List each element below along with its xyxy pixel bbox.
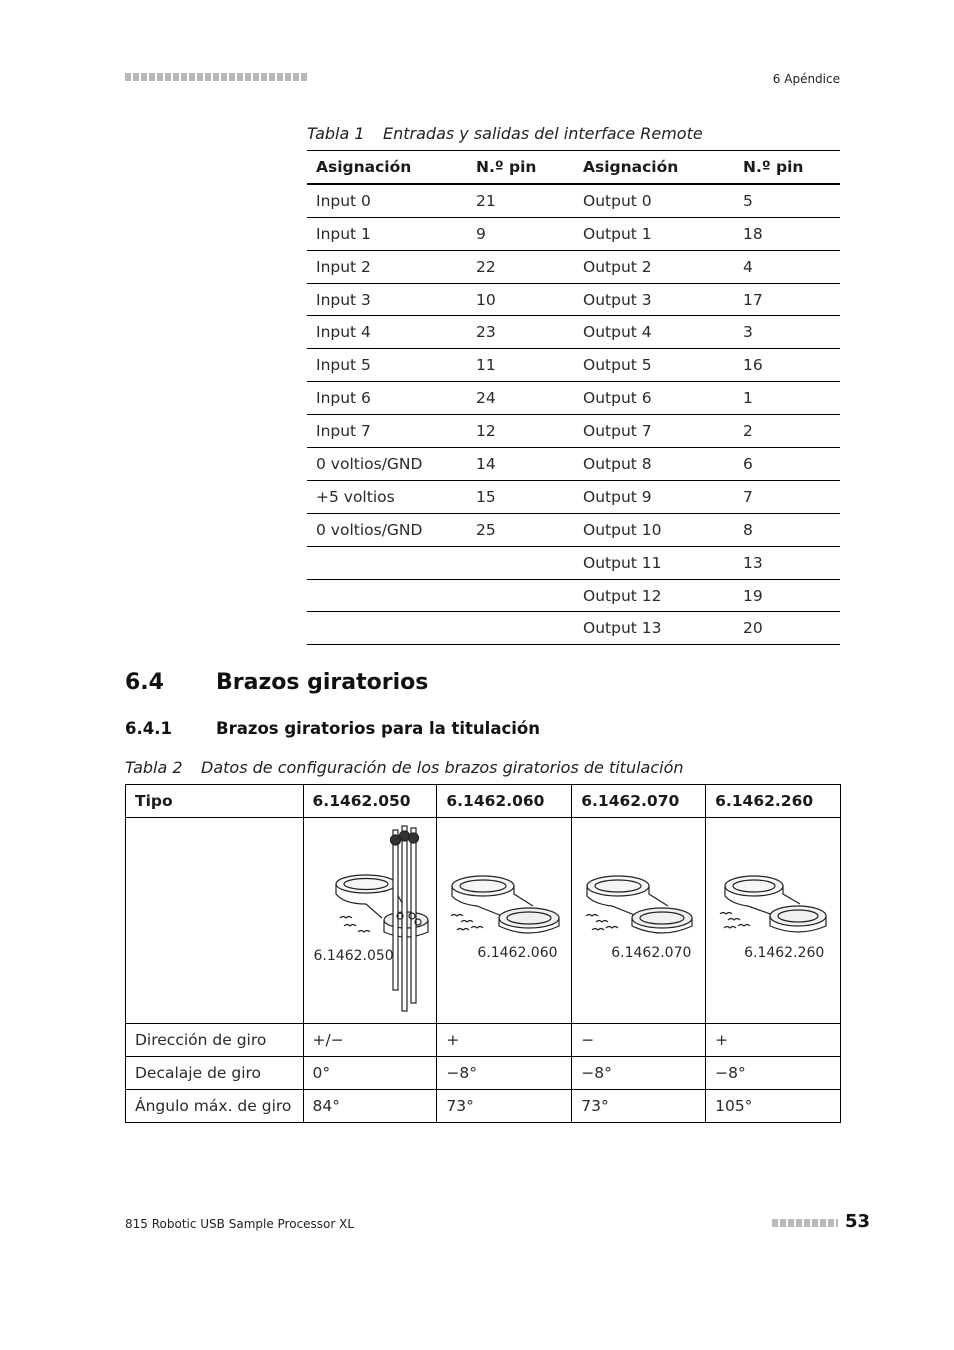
table-cell: [467, 579, 574, 612]
section-title: Brazos giratorios: [216, 670, 429, 695]
table-cell: 16: [734, 349, 840, 382]
table-cell: 0 voltios/GND: [307, 513, 467, 546]
table-cell: 73°: [437, 1089, 572, 1122]
table-row: [307, 480, 840, 513]
table-cell: Output 7: [574, 415, 734, 448]
table-cell: 3: [734, 316, 840, 349]
table-cell: Output 4: [574, 316, 734, 349]
swing-arm-060-illustration: [437, 818, 572, 1023]
table-cell: 2: [734, 415, 840, 448]
table-cell: Output 8: [574, 448, 734, 481]
table-cell: +: [437, 1024, 572, 1057]
table-cell: Input 4: [307, 316, 467, 349]
table-cell: 11: [467, 349, 574, 382]
table-row: [307, 217, 840, 250]
table-cell: [307, 546, 467, 579]
header-section: 6 Apéndice: [772, 72, 840, 86]
swing-arm-070-illustration: [572, 818, 706, 1023]
table-cell: 4: [734, 250, 840, 283]
table-row: [307, 546, 840, 579]
table-cell: Input 5: [307, 349, 467, 382]
page-number: 53: [845, 1211, 871, 1232]
table-cell: Output 6: [574, 382, 734, 415]
section-heading: [125, 670, 428, 695]
image-row: [126, 818, 841, 1024]
table-row: [126, 1089, 841, 1122]
subsection-number: 6.4.1: [125, 719, 172, 738]
table2-caption-text: Datos de configuración de los brazos giratorios de titulación: [201, 758, 684, 777]
table-cell: Output 2: [574, 250, 734, 283]
table-row: [307, 184, 840, 217]
table-cell: 12: [467, 415, 574, 448]
table-cell: 9: [467, 217, 574, 250]
table-cell: −8°: [706, 1056, 841, 1089]
table-row: [307, 415, 840, 448]
table-cell: +/−: [303, 1024, 437, 1057]
table-cell: 18: [734, 217, 840, 250]
table-cell: 73°: [572, 1089, 706, 1122]
table-cell: 21: [467, 184, 574, 217]
table-header-row: [126, 785, 841, 818]
table-cell: 24: [467, 382, 574, 415]
table-cell: 25: [467, 513, 574, 546]
column-header: N.º pin: [734, 151, 840, 184]
table-cell: 10: [467, 283, 574, 316]
column-header: 6.1462.070: [572, 785, 706, 818]
table-cell: Input 1: [307, 217, 467, 250]
table-cell: 23: [467, 316, 574, 349]
swing-arm-config-table: [125, 784, 841, 1123]
swing-arm-260-illustration: [706, 818, 841, 1023]
image-cell: [572, 818, 706, 1024]
table-cell: 13: [734, 546, 840, 579]
section-number: 6.4: [125, 670, 164, 695]
table-cell: 0°: [303, 1056, 437, 1089]
empty-cell: [126, 818, 304, 1024]
table-row: [126, 1056, 841, 1089]
table-cell: 19: [734, 579, 840, 612]
table-cell: Input 7: [307, 415, 467, 448]
column-header: Asignación: [574, 151, 734, 184]
image-label: 6.1462.070: [611, 945, 692, 961]
row-label: Ángulo máx. de giro: [126, 1089, 304, 1122]
table2-caption-num: Tabla 2: [125, 758, 183, 777]
table-cell: −: [572, 1024, 706, 1057]
table-row: [307, 250, 840, 283]
table-cell: [307, 612, 467, 645]
table-cell: 84°: [303, 1089, 437, 1122]
table-cell: Output 9: [574, 480, 734, 513]
table-cell: Output 5: [574, 349, 734, 382]
table1-caption-num: Tabla 1: [307, 124, 365, 143]
table-row: [307, 612, 840, 645]
table-cell: 5: [734, 184, 840, 217]
table-cell: Output 0: [574, 184, 734, 217]
footer-title: 815 Robotic USB Sample Processor XL: [125, 1217, 355, 1231]
column-header: N.º pin: [467, 151, 574, 184]
table-cell: 8: [734, 513, 840, 546]
table-cell: 14: [467, 448, 574, 481]
table-cell: 0 voltios/GND: [307, 448, 467, 481]
table-cell: Output 13: [574, 612, 734, 645]
table-cell: −8°: [572, 1056, 706, 1089]
table-row: [307, 283, 840, 316]
table-cell: 7: [734, 480, 840, 513]
column-header: 6.1462.060: [437, 785, 572, 818]
table1-caption-text: Entradas y salidas del interface Remote: [383, 124, 703, 143]
image-cell: [437, 818, 572, 1024]
column-header: Tipo: [126, 785, 304, 818]
table-cell: Output 3: [574, 283, 734, 316]
swing-arm-050-illustration: [304, 818, 438, 1023]
table-row: [307, 513, 840, 546]
header-decoration: [125, 73, 307, 81]
table-row: [307, 349, 840, 382]
table-cell: Input 2: [307, 250, 467, 283]
table-cell: Input 0: [307, 184, 467, 217]
table-cell: +: [706, 1024, 841, 1057]
table-row: [307, 579, 840, 612]
image-label: 6.1462.050: [313, 948, 394, 964]
table-cell: −8°: [437, 1056, 572, 1089]
table-cell: [307, 579, 467, 612]
table-cell: Input 3: [307, 283, 467, 316]
table-cell: 6: [734, 448, 840, 481]
table1-caption: [307, 124, 703, 143]
table-cell: [467, 612, 574, 645]
subsection-heading: [125, 719, 540, 738]
table-row: [307, 382, 840, 415]
footer-decoration: [772, 1219, 838, 1227]
table-cell: Output 10: [574, 513, 734, 546]
column-header: 6.1462.260: [706, 785, 841, 818]
image-cell: [706, 818, 841, 1024]
table-row: [307, 316, 840, 349]
table-cell: Output 12: [574, 579, 734, 612]
table-cell: Output 11: [574, 546, 734, 579]
table-row: [307, 448, 840, 481]
table-cell: 20: [734, 612, 840, 645]
image-cell: [303, 818, 437, 1024]
row-label: Dirección de giro: [126, 1024, 304, 1057]
table-cell: Input 6: [307, 382, 467, 415]
subsection-title: Brazos giratorios para la titulación: [216, 719, 540, 738]
image-label: 6.1462.060: [477, 945, 558, 961]
remote-interface-table: [307, 150, 840, 645]
table-cell: +5 voltios: [307, 480, 467, 513]
image-label: 6.1462.260: [744, 945, 825, 961]
table-row: [126, 1024, 841, 1057]
column-header: Asignación: [307, 151, 467, 184]
table-cell: 1: [734, 382, 840, 415]
table-cell: 15: [467, 480, 574, 513]
table-cell: [467, 546, 574, 579]
table2-caption: [125, 758, 684, 777]
table-cell: 105°: [706, 1089, 841, 1122]
table-cell: 22: [467, 250, 574, 283]
column-header: 6.1462.050: [303, 785, 437, 818]
table-cell: Output 1: [574, 217, 734, 250]
table-cell: 17: [734, 283, 840, 316]
row-label: Decalaje de giro: [126, 1056, 304, 1089]
table-header-row: [307, 151, 840, 184]
